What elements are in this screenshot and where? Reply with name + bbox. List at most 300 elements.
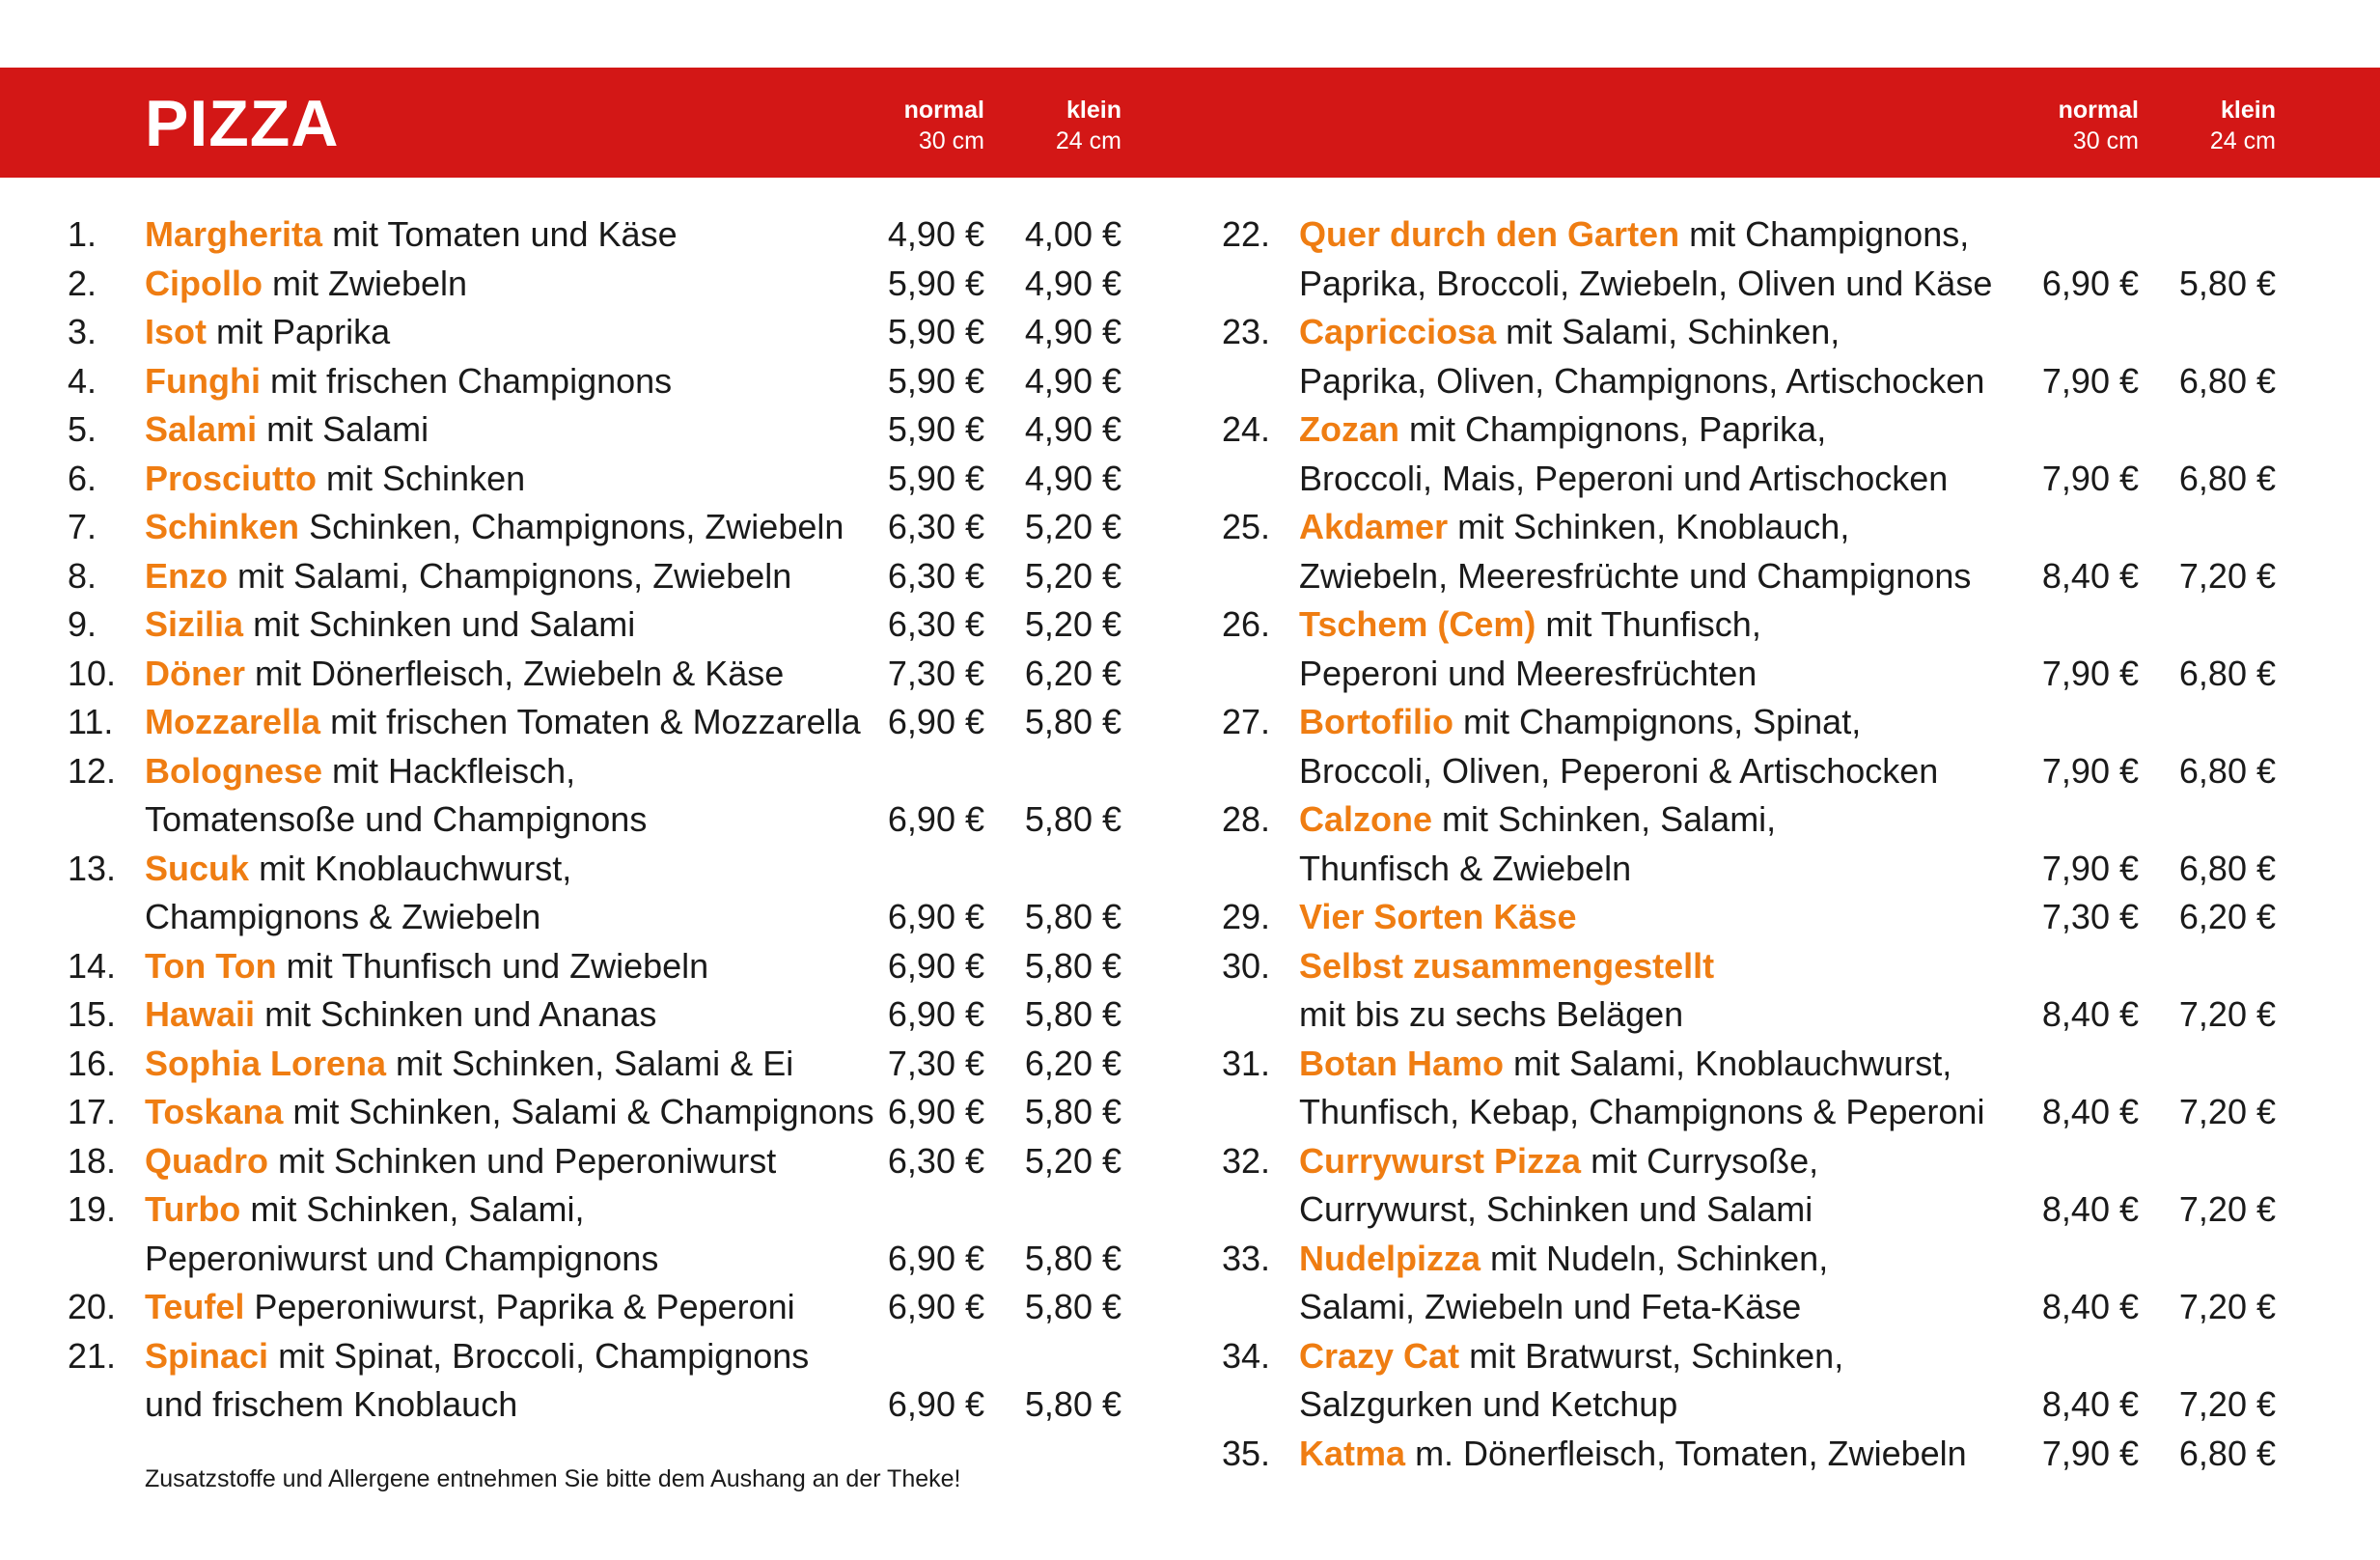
price-normal: 5,90 € (887, 263, 984, 303)
menu-item (68, 990, 1129, 1040)
item-description (145, 1137, 898, 1186)
price-klein: 5,20 € (1024, 507, 1121, 546)
item-number: 29. (1222, 897, 1271, 936)
price-klein: 5,80 € (2178, 263, 2276, 303)
item-line-1 (1299, 1235, 2052, 1284)
price-normal: 6,90 € (887, 945, 984, 986)
item-ingredients-line-2: Salzgurken und Ketchup (1299, 1384, 1678, 1424)
price-normal: 7,30 € (2041, 897, 2139, 936)
price-normal: 6,90 € (887, 994, 984, 1034)
item-description (1299, 795, 2052, 893)
item-number: 34. (1222, 1335, 1271, 1376)
menu-item (1222, 503, 2283, 600)
item-description (1299, 942, 2052, 1040)
item-line-1 (145, 503, 898, 552)
menu-item (68, 1040, 1129, 1089)
item-description (145, 990, 898, 1040)
item-number: 9. (68, 604, 97, 644)
menu-item (1222, 1430, 2283, 1479)
item-number: 23. (1222, 312, 1271, 351)
item-ingredients: m. Dönerfleisch, Tomaten, Zwiebeln (1415, 1433, 1967, 1473)
menu-item (68, 1332, 1129, 1430)
item-ingredients: mit Schinken und Salami (253, 604, 636, 644)
menu-item (68, 260, 1129, 309)
item-line-1 (145, 357, 898, 406)
menu-item (68, 698, 1129, 747)
item-description (1299, 405, 2052, 503)
item-description (1299, 308, 2052, 405)
item-name: Currywurst Pizza (1299, 1140, 1582, 1181)
item-line-1 (145, 942, 898, 991)
item-line-1 (145, 698, 898, 747)
item-ingredients: mit Schinken und Peperoniwurst (278, 1140, 777, 1181)
item-name: Sizilia (145, 604, 244, 644)
right-header-klein (2170, 95, 2276, 156)
price-klein: 6,20 € (1024, 653, 1121, 693)
price-normal: 7,90 € (2041, 653, 2139, 693)
item-ingredients: mit Schinken, Salami, (250, 1189, 585, 1229)
item-number: 7. (68, 507, 97, 546)
item-line-1 (1299, 1040, 2052, 1089)
item-ingredients-line-2: Zwiebeln, Meeresfrüchte und Champignons (1299, 555, 1972, 596)
price-klein: 5,80 € (1024, 1384, 1121, 1424)
price-klein: 5,80 € (1024, 1287, 1121, 1326)
menu-item (1222, 1235, 2283, 1332)
item-line-1 (145, 405, 898, 455)
price-klein: 5,80 € (1024, 799, 1121, 839)
item-ingredients: mit Thunfisch und Zwiebeln (286, 945, 709, 986)
menu-item (1222, 308, 2283, 405)
item-number: 31. (1222, 1043, 1271, 1083)
price-normal: 5,90 € (887, 458, 984, 498)
menu-item (68, 552, 1129, 601)
item-description (1299, 1235, 2052, 1332)
menu-item (68, 1137, 1129, 1186)
item-description (145, 1332, 898, 1430)
price-klein: 5,80 € (1024, 702, 1121, 741)
right-header-normal (2033, 95, 2139, 156)
price-normal: 6,90 € (887, 897, 984, 936)
menu-list-right (1222, 210, 2283, 1478)
price-klein: 7,20 € (2178, 1189, 2276, 1229)
menu-item (68, 503, 1129, 552)
price-normal: 7,90 € (2041, 1433, 2139, 1473)
price-normal: 4,90 € (887, 214, 984, 254)
price-klein: 4,90 € (1024, 409, 1121, 449)
item-line-1 (1299, 600, 2052, 650)
item-ingredients: mit Hackfleisch, (332, 750, 576, 791)
item-ingredients: mit Schinken, Salami & Ei (396, 1043, 794, 1083)
item-line-1 (145, 1332, 898, 1381)
item-line-1 (145, 1137, 898, 1186)
item-description (145, 698, 898, 747)
klein-label: klein (1066, 97, 1121, 124)
item-ingredients: mit Salami (266, 409, 429, 449)
item-number: 28. (1222, 799, 1271, 839)
normal-label: normal (903, 97, 984, 124)
price-normal: 6,90 € (887, 1238, 984, 1278)
item-ingredients: mit Schinken, Salami, (1442, 799, 1777, 839)
header-banner (0, 68, 2380, 178)
item-number: 17. (68, 1092, 117, 1131)
item-description (1299, 698, 2052, 795)
item-name: Schinken (145, 507, 300, 546)
price-klein: 5,80 € (1024, 897, 1121, 936)
item-name: Teufel (145, 1287, 245, 1326)
price-klein: 4,90 € (1024, 458, 1121, 498)
item-line-1 (1299, 210, 2052, 260)
item-description (145, 747, 898, 845)
item-name: Katma (1299, 1433, 1406, 1473)
item-ingredients: mit Salami, Champignons, Zwiebeln (237, 555, 792, 596)
price-normal: 7,90 € (2041, 848, 2139, 888)
item-number: 33. (1222, 1238, 1271, 1278)
item-name: Margherita (145, 214, 323, 254)
price-normal: 8,40 € (2041, 1384, 2139, 1424)
price-klein: 7,20 € (2178, 555, 2276, 596)
price-klein: 5,80 € (1024, 994, 1121, 1034)
item-number: 35. (1222, 1433, 1271, 1473)
item-line-1 (145, 210, 898, 260)
item-number: 14. (68, 945, 117, 986)
item-name: Bortofilio (1299, 702, 1453, 741)
price-normal: 6,30 € (887, 604, 984, 644)
price-normal: 8,40 € (2041, 1189, 2139, 1229)
menu-item (68, 942, 1129, 991)
price-normal: 8,40 € (2041, 555, 2139, 596)
price-normal: 6,30 € (887, 555, 984, 596)
item-ingredients: mit Salami, Knoblauchwurst, (1513, 1043, 1952, 1083)
price-normal: 8,40 € (2041, 994, 2139, 1034)
price-normal: 7,90 € (2041, 458, 2139, 498)
menu-item (1222, 405, 2283, 503)
item-name: Spinaci (145, 1335, 269, 1376)
item-description (1299, 1137, 2052, 1235)
price-klein: 4,90 € (1024, 312, 1121, 351)
item-ingredients: mit Bratwurst, Schinken, (1469, 1335, 1844, 1376)
item-ingredients: mit Knoblauchwurst, (259, 848, 572, 888)
klein-size: 24 cm (2209, 127, 2276, 154)
item-line-1 (145, 552, 898, 601)
item-name: Funghi (145, 360, 261, 401)
item-line-1 (145, 845, 898, 894)
item-ingredients-line-2: mit bis zu sechs Belägen (1299, 994, 1684, 1034)
item-number: 4. (68, 360, 97, 401)
menu-item (68, 357, 1129, 406)
item-number: 2. (68, 263, 97, 303)
menu-item (68, 210, 1129, 260)
item-ingredients: mit Champignons, Spinat, (1462, 702, 1862, 741)
menu-item (1222, 1332, 2283, 1430)
item-number: 27. (1222, 702, 1271, 741)
price-klein: 7,20 € (2178, 1384, 2276, 1424)
price-klein: 4,90 € (1024, 263, 1121, 303)
item-line-1 (1299, 1137, 2052, 1186)
item-name: Cipollo (145, 263, 263, 303)
item-line-1 (145, 600, 898, 650)
item-ingredients: mit Thunfisch, (1545, 604, 1761, 644)
item-number: 19. (68, 1189, 117, 1229)
item-line-1 (1299, 942, 2052, 991)
item-description (145, 600, 898, 650)
price-normal: 8,40 € (2041, 1092, 2139, 1131)
item-number: 5. (68, 409, 97, 449)
item-number: 11. (68, 702, 114, 741)
item-description (145, 405, 898, 455)
menu-item (1222, 698, 2283, 795)
normal-size: 30 cm (2072, 127, 2139, 154)
item-number: 30. (1222, 945, 1271, 986)
price-klein: 6,80 € (2178, 653, 2276, 693)
item-ingredients: mit Champignons, (1689, 214, 1970, 254)
item-name: Enzo (145, 555, 228, 596)
item-name: Akdamer (1299, 507, 1449, 546)
menu-item (1222, 600, 2283, 698)
menu-item (68, 455, 1129, 504)
item-description (145, 650, 898, 699)
price-normal: 5,90 € (887, 312, 984, 351)
item-line-1 (145, 1185, 898, 1235)
price-klein: 5,80 € (1024, 945, 1121, 986)
menu-item (68, 1088, 1129, 1137)
item-description (1299, 1332, 2052, 1430)
item-name: Salami (145, 409, 258, 449)
item-number: 22. (1222, 214, 1271, 254)
item-name: Sucuk (145, 848, 250, 888)
item-line-1 (145, 308, 898, 357)
item-name: Nudelpizza (1299, 1238, 1481, 1278)
price-normal: 5,90 € (887, 409, 984, 449)
item-description (145, 1185, 898, 1283)
item-name: Hawaii (145, 994, 256, 1034)
item-ingredients-line-2: Paprika, Broccoli, Zwiebeln, Oliven und Käse (1299, 263, 1993, 303)
price-normal: 6,90 € (887, 1092, 984, 1131)
klein-size: 24 cm (1055, 127, 1121, 154)
item-ingredients-line-2: Peperoniwurst und Champignons (145, 1238, 659, 1278)
item-ingredients-line-2: und frischem Knoblauch (145, 1384, 518, 1424)
item-number: 1. (68, 214, 97, 254)
item-ingredients: mit frischen Tomaten & Mozzarella (330, 702, 861, 741)
item-number: 13. (68, 848, 117, 888)
item-ingredients-line-2: Salami, Zwiebeln und Feta-Käse (1299, 1287, 1802, 1326)
price-klein: 6,80 € (2178, 848, 2276, 888)
price-klein: 4,90 € (1024, 360, 1121, 401)
item-name: Calzone (1299, 799, 1433, 839)
item-line-1 (1299, 405, 2052, 455)
menu-item (68, 1283, 1129, 1332)
price-normal: 6,30 € (887, 1140, 984, 1181)
item-ingredients-line-2: Peperoni und Meeresfrüchten (1299, 653, 1757, 693)
item-number: 26. (1222, 604, 1271, 644)
item-name: Prosciutto (145, 458, 318, 498)
price-normal: 7,30 € (887, 1043, 984, 1083)
item-ingredients: mit Dönerfleisch, Zwiebeln & Käse (255, 653, 785, 693)
item-ingredients: Peperoniwurst, Paprika & Peperoni (254, 1287, 795, 1326)
item-name: Vier Sorten Käse (1299, 897, 1577, 936)
item-line-1 (145, 455, 898, 504)
price-klein: 6,80 € (2178, 750, 2276, 791)
item-line-1 (145, 990, 898, 1040)
item-ingredients: mit Schinken, Knoblauch, (1457, 507, 1850, 546)
price-klein: 7,20 € (2178, 1287, 2276, 1326)
item-number: 8. (68, 555, 97, 596)
item-ingredients: mit Nudeln, Schinken, (1490, 1238, 1829, 1278)
price-klein: 6,80 € (2178, 360, 2276, 401)
item-name: Quadro (145, 1140, 269, 1181)
item-number: 18. (68, 1140, 117, 1181)
item-number: 24. (1222, 409, 1271, 449)
menu-item (1222, 795, 2283, 893)
menu-item (1222, 1137, 2283, 1235)
item-ingredients-line-2: Thunfisch & Zwiebeln (1299, 848, 1632, 888)
menu-list-left (68, 210, 1129, 1430)
item-name: Zozan (1299, 409, 1399, 449)
menu-item (68, 845, 1129, 942)
item-ingredients: mit Schinken, Salami & Champignons (292, 1092, 874, 1131)
item-number: 20. (68, 1287, 117, 1326)
item-line-1 (1299, 893, 2052, 942)
item-line-1 (145, 1283, 898, 1332)
item-description (1299, 600, 2052, 698)
price-klein: 5,20 € (1024, 1140, 1121, 1181)
page-title: PIZZA (145, 87, 340, 160)
price-klein: 6,20 € (2178, 897, 2276, 936)
item-name: Quer durch den Garten (1299, 214, 1680, 254)
left-header-normal (878, 95, 984, 156)
item-description (145, 503, 898, 552)
item-line-1 (145, 260, 898, 309)
menu-item (68, 650, 1129, 699)
price-normal: 6,90 € (887, 799, 984, 839)
item-name: Ton Ton (145, 945, 277, 986)
normal-size: 30 cm (918, 127, 984, 154)
price-klein: 7,20 € (2178, 994, 2276, 1034)
item-description (145, 260, 898, 309)
menu-item (1222, 893, 2283, 942)
item-number: 12. (68, 750, 117, 791)
item-number: 32. (1222, 1140, 1271, 1181)
item-description (145, 552, 898, 601)
menu-item (1222, 1040, 2283, 1137)
price-klein: 6,80 € (2178, 1433, 2276, 1473)
item-number: 10. (68, 653, 117, 693)
price-normal: 6,30 € (887, 507, 984, 546)
item-ingredients: mit Zwiebeln (272, 263, 468, 303)
price-klein: 4,00 € (1024, 214, 1121, 254)
item-line-1 (1299, 308, 2052, 357)
allergen-footnote: Zusatzstoffe und Allergene entnehmen Sie bitte dem Aushang an der Theke! (145, 1465, 961, 1492)
klein-label: klein (2221, 97, 2276, 124)
item-number: 15. (68, 994, 117, 1034)
item-ingredients-line-2: Champignons & Zwiebeln (145, 897, 541, 936)
menu-item (68, 308, 1129, 357)
normal-label: normal (2058, 97, 2139, 124)
price-normal: 7,90 € (2041, 750, 2139, 791)
item-ingredients: mit Schinken und Ananas (264, 994, 657, 1034)
menu-item (68, 747, 1129, 845)
item-ingredients: mit Salami, Schinken, (1506, 312, 1840, 351)
price-normal: 6,90 € (887, 702, 984, 741)
price-normal: 7,30 € (887, 653, 984, 693)
item-line-1 (1299, 795, 2052, 845)
item-line-1 (145, 1088, 898, 1137)
item-line-1 (1299, 503, 2052, 552)
price-normal: 6,90 € (887, 1384, 984, 1424)
item-description (145, 1283, 898, 1332)
item-description (145, 845, 898, 942)
item-name: Bolognese (145, 750, 323, 791)
item-name: Isot (145, 312, 208, 351)
item-ingredients: mit Paprika (216, 312, 391, 351)
item-description (1299, 893, 2052, 942)
item-ingredients: Schinken, Champignons, Zwiebeln (309, 507, 844, 546)
price-klein: 5,20 € (1024, 555, 1121, 596)
price-klein: 7,20 € (2178, 1092, 2276, 1131)
item-name: Toskana (145, 1092, 284, 1131)
item-ingredients-line-2: Tomatensoße und Champignons (145, 799, 648, 839)
price-klein: 5,20 € (1024, 604, 1121, 644)
menu-item (1222, 210, 2283, 308)
menu-item (68, 600, 1129, 650)
item-description (1299, 1040, 2052, 1137)
left-header-klein (1015, 95, 1121, 156)
price-klein: 6,80 € (2178, 458, 2276, 498)
item-description (145, 308, 898, 357)
price-klein: 5,80 € (1024, 1238, 1121, 1278)
item-description (1299, 1430, 2052, 1479)
item-name: Mozzarella (145, 702, 321, 741)
item-line-1 (145, 1040, 898, 1089)
menu-item (68, 405, 1129, 455)
item-line-1 (1299, 1430, 2052, 1479)
price-normal: 8,40 € (2041, 1287, 2139, 1326)
price-klein: 5,80 € (1024, 1092, 1121, 1131)
item-ingredients: mit Spinat, Broccoli, Champignons (278, 1335, 810, 1376)
item-ingredients: mit Currysoße, (1591, 1140, 1819, 1181)
item-line-1 (145, 747, 898, 796)
item-number: 3. (68, 312, 97, 351)
item-name: Tschem (Cem) (1299, 604, 1536, 644)
item-ingredients-line-2: Paprika, Oliven, Champignons, Artischocken (1299, 360, 1985, 401)
item-description (1299, 503, 2052, 600)
item-ingredients: mit Schinken (326, 458, 526, 498)
item-ingredients: mit Champignons, Paprika, (1409, 409, 1827, 449)
item-name: Döner (145, 653, 246, 693)
item-number: 6. (68, 458, 97, 498)
item-ingredients-line-2: Broccoli, Mais, Peperoni und Artischocken (1299, 458, 1949, 498)
item-name: Botan Hamo (1299, 1043, 1505, 1083)
item-name: Capricciosa (1299, 312, 1497, 351)
item-description (145, 210, 898, 260)
item-number: 16. (68, 1043, 117, 1083)
item-ingredients: mit frischen Champignons (269, 360, 673, 401)
item-number: 21. (68, 1335, 117, 1376)
item-ingredients-line-2: Thunfisch, Kebap, Champignons & Peperoni (1299, 1092, 1985, 1131)
item-description (145, 357, 898, 406)
item-name: Crazy Cat (1299, 1335, 1460, 1376)
item-name: Selbst zusammengestellt (1299, 945, 1715, 986)
menu-item (1222, 942, 2283, 1040)
item-ingredients-line-2: Broccoli, Oliven, Peperoni & Artischocken (1299, 750, 1939, 791)
price-normal: 7,90 € (2041, 360, 2139, 401)
item-line-1 (145, 650, 898, 699)
price-normal: 6,90 € (2041, 263, 2139, 303)
price-klein: 6,20 € (1024, 1043, 1121, 1083)
item-ingredients: mit Tomaten und Käse (332, 214, 678, 254)
item-description (145, 1040, 898, 1089)
item-line-1 (1299, 1332, 2052, 1381)
item-number: 25. (1222, 507, 1271, 546)
